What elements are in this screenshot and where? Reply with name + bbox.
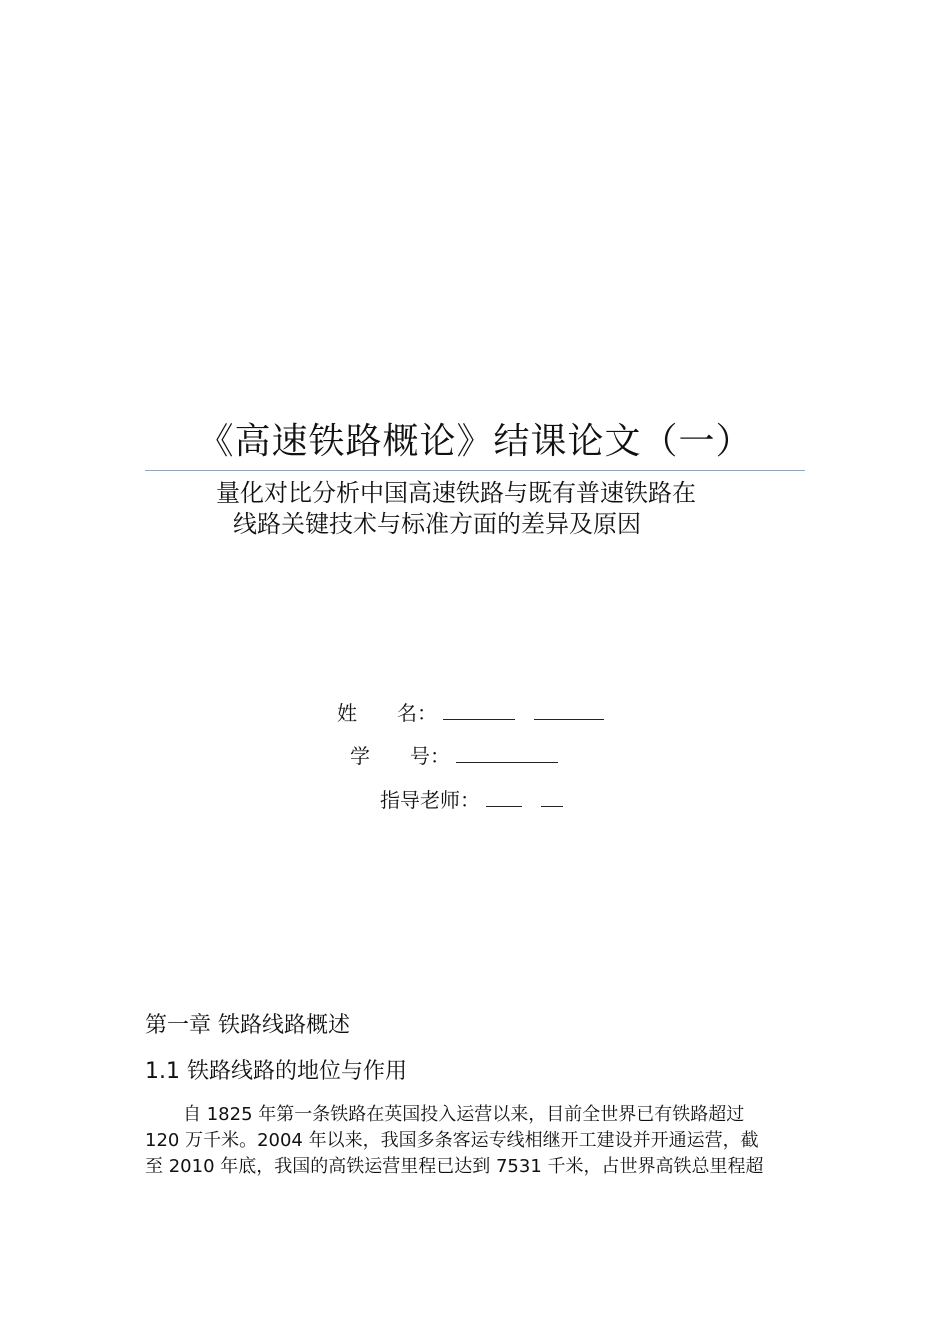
student-name-row	[337, 700, 604, 726]
student-id-blank	[456, 744, 558, 763]
cover-title: 《高速铁路概论》结课论文（一）	[197, 421, 753, 462]
paragraph-line-1: 自 1825 年第一条铁路在英国投入运营以来，目前全世界已有铁路超过	[183, 1104, 745, 1125]
chapter-heading: 第一章 铁路线路概述	[145, 1013, 350, 1038]
advisor-blank-1	[486, 788, 522, 807]
advisor-row	[380, 787, 563, 813]
student-name-label: 姓 名：	[337, 701, 437, 725]
student-name-blank-1	[443, 701, 515, 720]
student-id-label: 学 号：	[350, 744, 450, 768]
cover-subtitle-line-1: 量化对比分析中国高速铁路与既有普速铁路在	[216, 479, 696, 507]
cover-subtitle-line-2: 线路关键技术与标准方面的差异及原因	[233, 510, 641, 538]
title-divider	[145, 470, 805, 471]
advisor-label: 指导老师：	[380, 788, 480, 812]
paragraph-line-3: 至 2010 年底，我国的高铁运营里程已达到 7531 千米，占世界高铁总里程超	[145, 1156, 764, 1177]
student-id-row	[350, 743, 558, 769]
advisor-blank-2	[541, 788, 563, 807]
paragraph-line-2: 120 万千米。2004 年以来，我国多条客运专线相继开工建设并开通运营，截	[145, 1130, 759, 1151]
student-name-blank-2	[534, 701, 604, 720]
section-heading: 1.1 铁路线路的地位与作用	[145, 1059, 407, 1084]
